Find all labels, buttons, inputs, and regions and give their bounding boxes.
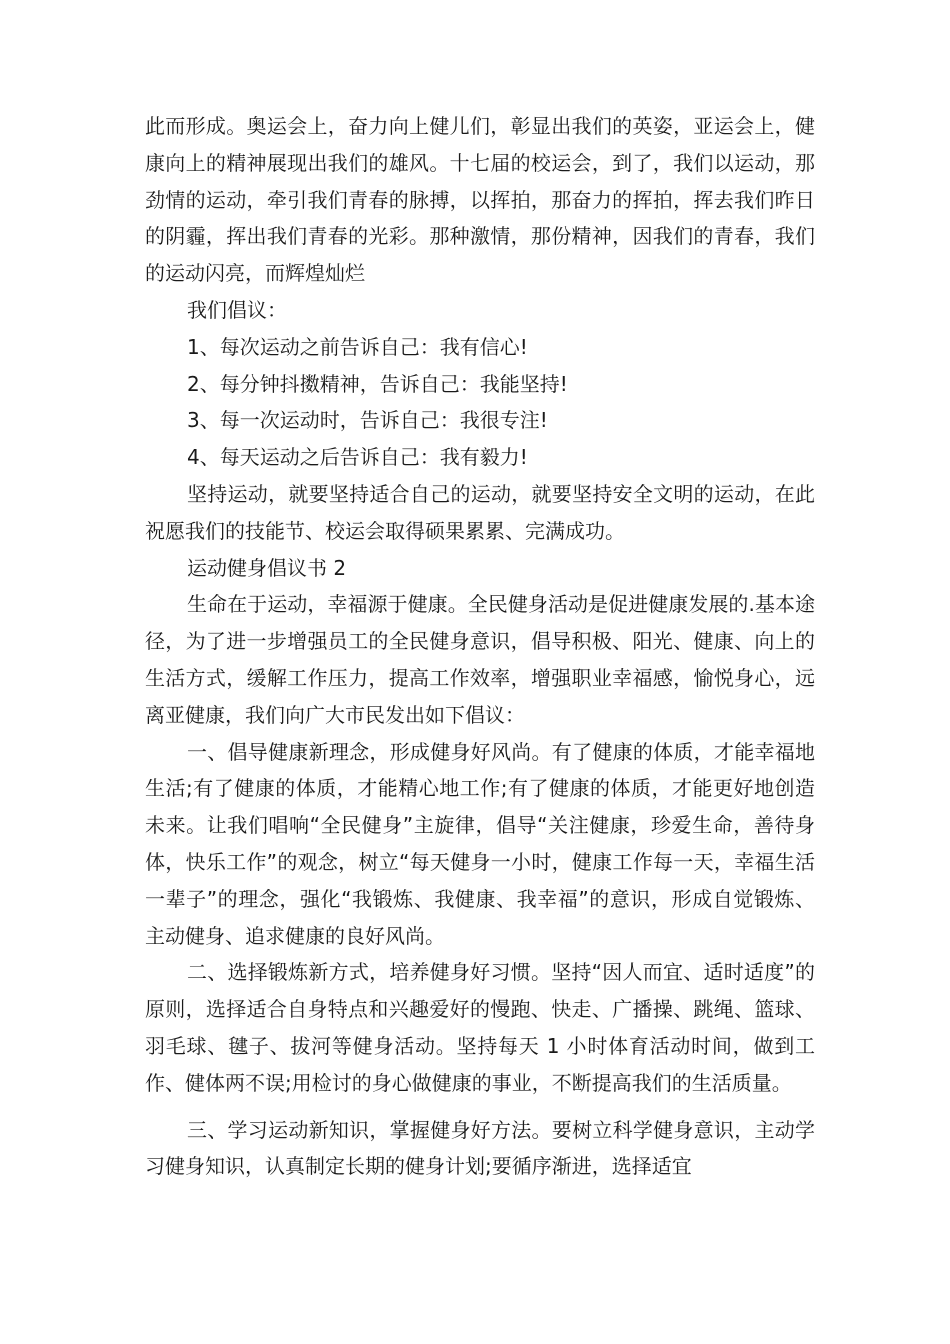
list-item-3: 3、每一次运动时，告诉自己：我很专注! [187,408,548,433]
paragraph-proposal-heading: 我们倡议： [187,297,287,322]
paragraph-closing: 坚持运动，就要坚持适合自己的运动，就要坚持安全文明的运动，在此祝愿我们的技能节、校运会取得硕果累累、完满成功。 [145,481,815,543]
section-title: 运动健身倡议书 2 [187,555,347,580]
list-item-2: 2、每分钟抖擞精神，告诉自己：我能坚持! [187,371,568,396]
paragraph-point-1: 一、倡导健康新理念，形成健身好风尚。有了健康的体质，才能幸福地生活;有了健康的体质，才能精心地工作;有了健康的体质，才能更好地创造未来。让我们唱响“全民健身”主旋律，倡导“关注健康，珍爱生命，善待身体，快乐工作”的观念，树立“每天健身一小时，健康工作每一天，幸福生活一辈子”的理念，强化“我锻炼、我健康、我幸福”的意识，形成自觉锻炼、主动健身、追求健康的良好风尚。 [145,739,815,948]
paragraph-intro: 此而形成。奥运会上，奋力向上健儿们，彰显出我们的英姿，亚运会上，健康向上的精神展现出我们的雄风。十七届的校运会，到了，我们以运动，那劲情的运动，牵引我们青春的脉搏，以挥拍，那奋力的挥拍，挥去我们昨日的阴霾，挥出我们青春的光彩。那种激情，那份精神，因我们的青春，我们的运动闪亮，而辉煌灿烂 [145,114,815,286]
list-item-4: 4、每天运动之后告诉自己：我有毅力! [187,445,528,470]
paragraph-opening: 生命在于运动，幸福源于健康。全民健身活动是促进健康发展的.基本途径，为了进一步增强员工的全民健身意识，倡导积极、阳光、健康、向上的生活方式，缓解工作压力，提高工作效率，增强职业幸福感，愉悦身心，远离亚健康，我们向广大市民发出如下倡议： [145,592,815,727]
paragraph-point-3: 三、学习运动新知识，掌握健身好方法。要树立科学健身意识，主动学习健身知识，认真制定长期的健身计划;要循序渐进，选择适宜 [145,1117,815,1179]
document-body [145,108,815,1185]
list-item-1: 1、每次运动之前告诉自己：我有信心! [187,334,528,359]
paragraph-point-2: 二、选择锻炼新方式，培养健身好习惯。坚持“因人而宜、适时适度”的原则，选择适合自身特点和兴趣爱好的慢跑、快走、广播操、跳绳、篮球、羽毛球、毽子、拔河等健身活动。坚持每天 1 小时体育活动时间，做到工作、健体两不误;用检讨的身心做健康的事业，不断提高我们的生活质量。 [145,960,815,1095]
